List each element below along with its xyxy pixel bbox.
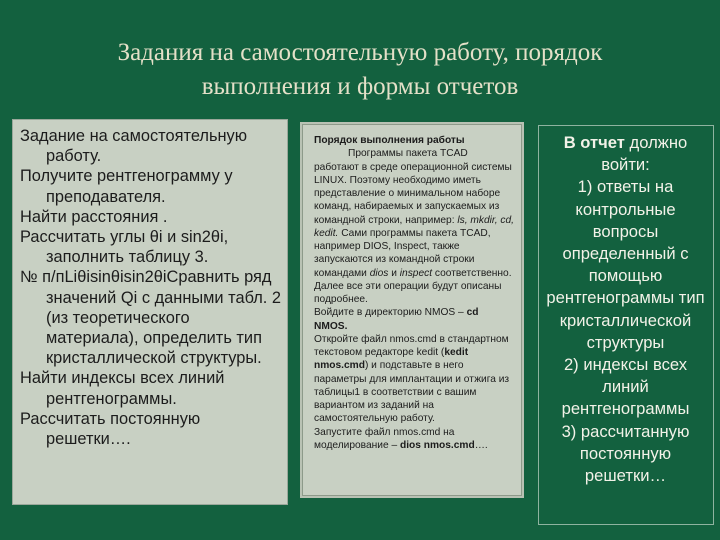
assignment-paragraph: Найти расстояния . [20,207,168,226]
procedure-run-cmd: dios nmos.cmd [399,439,475,451]
assignment-column [12,119,288,505]
procedure-login-cmd: cd NMOS. [314,307,479,332]
assignment-paragraph: Задание на самостоятельную работу. [20,127,248,166]
procedure-column [300,122,524,498]
procedure-cmds: ls, mkdir, cd, kedit. [314,214,514,239]
report-item: 3) рассчитанную постоянную решетки… [561,421,690,486]
assignment-paragraph: № п/пLiθisinθisin2θiСравнить ряд значений Qi с данными табл. 2 (из теоретического материала), определить тип кристаллической структуры. [20,268,282,368]
procedure-after-cmds: Сами программы пакета TCAD, например DIOS, Inspect, также запускаются из командной строки командами [314,227,491,279]
assignment-paragraph: Найти индексы всех линий рентгенограммы. [20,369,225,408]
procedure-heading: Порядок выполнения работы [314,135,465,146]
procedure-word-and: и [391,267,397,279]
procedure-after-inspect: соответственно. Далее все эти операции будут описаны подробнее. [314,267,512,305]
report-lead-rest: должно войти: [601,133,688,175]
procedure-open-text: Откройте файл nmos.cmd в стандартном текстовом редакторе kedit ( [314,333,509,358]
slide-title [20,36,700,104]
report-lead-bold: В отчет [563,133,625,152]
report-lead [544,132,707,176]
report-item: 1) ответы на контрольные вопросы определенный с помощью рентгенограммы тип кристаллической структуры [546,177,705,352]
procedure-open-cmd: kedit nmos.cmd [314,347,469,372]
report-item: 2) индексы всех линий рентгенограммы [561,355,690,419]
procedure-open-rest: ) и подставьте в него параметры для имплантации и отжига из таблицы1 в соответствии с вашим вариантом из заданий на самостоятельную работу. [314,360,510,425]
assignment-paragraph: Рассчитать постоянную решетки…. [20,409,201,449]
procedure-run-end: …. [474,439,488,451]
assignment-paragraph: Рассчитать углы θi и sin2θi, заполнить таблицу 3. [20,228,229,267]
procedure-cmd-dios: dios [369,267,389,279]
procedure-open [314,333,514,426]
procedure-cmd-inspect: inspect [399,267,433,279]
procedure-login [314,306,514,333]
assignment-paragraph: Получите рентгенограмму у преподавателя. [20,167,233,206]
title-line-1: Задания на самостоятельную работу, порядок [117,39,603,66]
procedure-paragraph [314,161,514,307]
procedure-login-text: Войдите в директорию NMOS – [314,307,464,319]
procedure-first-line: Программы пакета TCAD [348,148,468,160]
title-line-2: выполнения и формы отчетов [201,73,519,100]
procedure-intro: работают в среде операционной системы LINUX. Поэтому необходимо иметь представление о минимальном наборе команд, набираемых и запускаемых из командной строки, например: [314,161,512,226]
procedure-run [314,426,514,453]
procedure-run-text: Запустите файл nmos.cmd на моделирование – [314,426,455,451]
report-column [538,125,714,525]
